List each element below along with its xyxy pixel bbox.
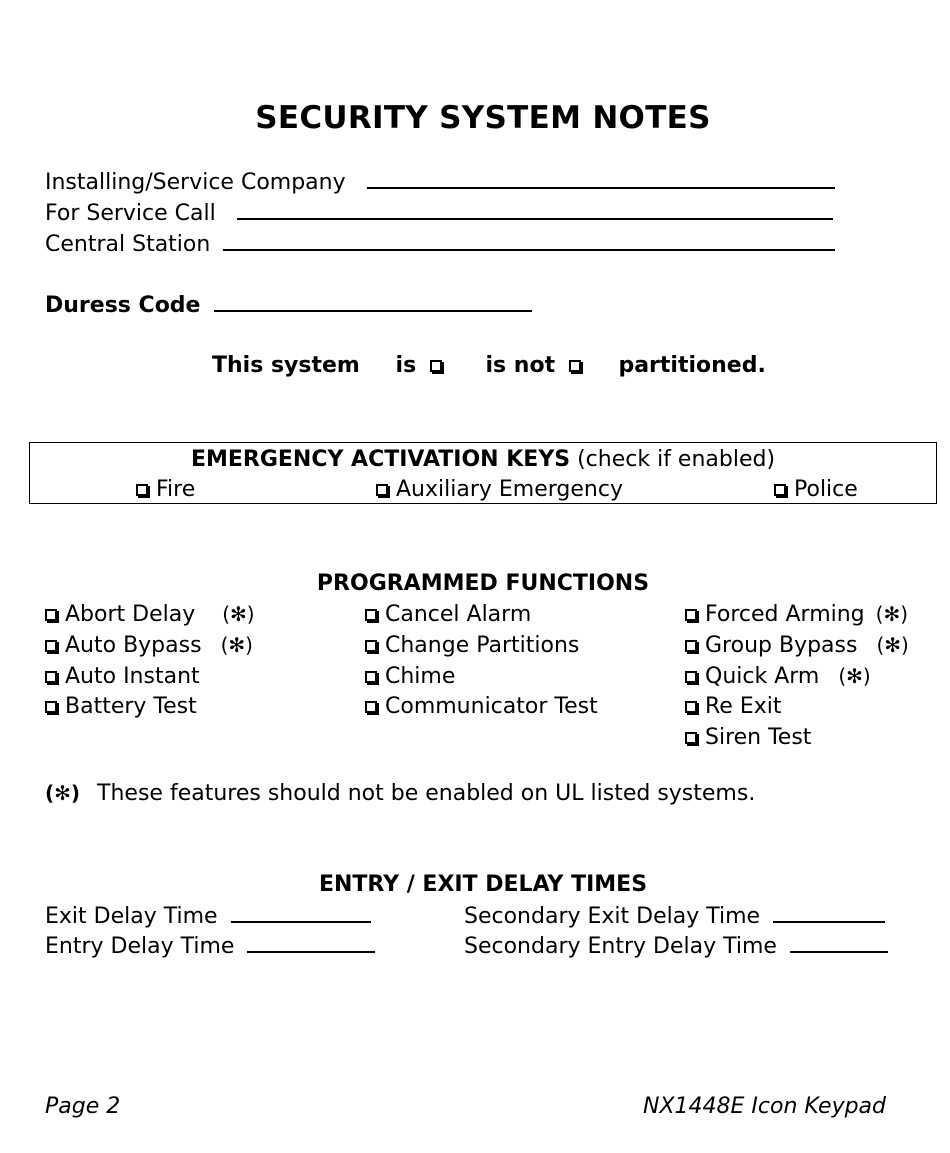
communicator-test-label: Communicator Test (385, 694, 598, 719)
ul-warning-mark: (✻) (875, 602, 909, 626)
forced-arming-checkbox[interactable] (685, 609, 697, 621)
abort-delay-checkbox[interactable] (45, 609, 57, 621)
page-title: SECURITY SYSTEM NOTES (255, 100, 711, 136)
forced-arming-label: Forced Arming (705, 602, 865, 627)
function-change-partitions[interactable] (365, 633, 579, 658)
battery-test-checkbox[interactable] (45, 701, 57, 713)
auxiliary-checkbox[interactable] (376, 484, 388, 496)
duress-code-field[interactable] (214, 292, 532, 312)
exit-delay-label: Exit Delay Time (45, 904, 218, 929)
fire-label: Fire (156, 477, 196, 502)
auto-bypass-label: Auto Bypass (65, 633, 202, 658)
installing-company-line (45, 169, 835, 195)
emergency-keys-heading (0, 447, 950, 472)
function-chime[interactable] (365, 664, 455, 689)
partition-is-label: is (395, 353, 417, 378)
cancel-alarm-checkbox[interactable] (365, 609, 377, 621)
emergency-key-auxiliary[interactable] (376, 477, 623, 502)
emergency-key-fire[interactable] (136, 477, 195, 502)
partition-not-checkbox[interactable] (569, 360, 581, 372)
ul-warning-mark: (✻) (220, 633, 253, 657)
cancel-alarm-label: Cancel Alarm (385, 602, 532, 627)
re-exit-checkbox[interactable] (685, 701, 697, 713)
partition-suffix: partitioned. (618, 353, 766, 378)
installing-company-label: Installing/Service Company (45, 170, 346, 195)
communicator-test-checkbox[interactable] (365, 701, 377, 713)
footer-product-name: NX1448E Icon Keypad (643, 1094, 886, 1119)
function-group-bypass[interactable] (685, 633, 909, 658)
function-communicator-test[interactable] (365, 694, 598, 719)
entry-delay-label: Entry Delay Time (45, 934, 235, 959)
function-battery-test[interactable] (45, 694, 197, 719)
central-station-field[interactable] (223, 231, 835, 251)
secondary-entry-delay-field[interactable] (790, 933, 888, 953)
secondary-exit-delay-label: Secondary Exit Delay Time (464, 904, 761, 929)
change-partitions-label: Change Partitions (385, 633, 580, 658)
function-quick-arm[interactable] (685, 664, 871, 689)
re-exit-label: Re Exit (705, 694, 782, 719)
secondary-exit-delay-field[interactable] (773, 903, 885, 923)
ul-warning-mark: (✻) (876, 633, 909, 657)
ul-note-mark: (✻) (45, 781, 81, 805)
quick-arm-checkbox[interactable] (685, 671, 697, 683)
secondary-exit-delay-line (464, 903, 885, 929)
partition-is-checkbox[interactable] (430, 360, 442, 372)
emergency-key-police[interactable] (774, 477, 858, 502)
programmed-functions-title: PROGRAMMED FUNCTIONS (316, 571, 650, 596)
function-abort-delay[interactable] (45, 602, 255, 627)
ul-warning-mark: (✻) (222, 602, 255, 626)
police-label: Police (794, 477, 858, 502)
battery-test-label: Battery Test (65, 694, 197, 719)
ul-note-text: These features should not be enabled on UL listed systems. (97, 781, 756, 806)
central-station-label: Central Station (45, 232, 211, 257)
auto-bypass-checkbox[interactable] (45, 640, 57, 652)
function-re-exit[interactable] (685, 694, 781, 719)
chime-checkbox[interactable] (365, 671, 377, 683)
secondary-entry-delay-line (464, 933, 888, 959)
auto-instant-checkbox[interactable] (45, 671, 57, 683)
entry-delay-line (45, 933, 375, 959)
function-cancel-alarm[interactable] (365, 602, 531, 627)
installing-company-field[interactable] (367, 169, 835, 189)
chime-label: Chime (385, 664, 456, 689)
ul-warning-mark: (✻) (838, 664, 871, 688)
auxiliary-label: Auxiliary Emergency (396, 477, 623, 502)
fire-checkbox[interactable] (136, 484, 148, 496)
central-station-line (45, 231, 835, 257)
footer-page-number: Page 2 (45, 1094, 121, 1119)
delay-times-title: ENTRY / EXIT DELAY TIMES (318, 872, 648, 897)
function-siren-test[interactable] (685, 725, 811, 750)
service-call-line (45, 200, 833, 226)
entry-delay-field[interactable] (247, 933, 375, 953)
duress-code-label: Duress Code (45, 293, 201, 318)
group-bypass-checkbox[interactable] (685, 640, 697, 652)
exit-delay-field[interactable] (231, 903, 371, 923)
emergency-keys-title: EMERGENCY ACTIVATION KEYS (190, 447, 571, 472)
quick-arm-label: Quick Arm (705, 664, 820, 689)
secondary-entry-delay-label: Secondary Entry Delay Time (464, 934, 777, 959)
exit-delay-line (45, 903, 371, 929)
police-checkbox[interactable] (774, 484, 786, 496)
ul-note (45, 781, 755, 806)
change-partitions-checkbox[interactable] (365, 640, 377, 652)
partition-line (212, 353, 766, 378)
auto-instant-label: Auto Instant (65, 664, 200, 689)
function-forced-arming[interactable] (685, 602, 908, 627)
duress-code-line (45, 292, 532, 318)
abort-delay-label: Abort Delay (65, 602, 196, 627)
function-auto-instant[interactable] (45, 664, 200, 689)
siren-test-checkbox[interactable] (685, 732, 697, 744)
emergency-keys-subtitle: (check if enabled) (577, 447, 776, 472)
partition-prefix: This system (212, 353, 360, 378)
service-call-label: For Service Call (45, 201, 216, 226)
service-call-field[interactable] (237, 200, 833, 220)
partition-not-label: is not (485, 353, 556, 378)
function-auto-bypass[interactable] (45, 633, 253, 658)
siren-test-label: Siren Test (705, 725, 812, 750)
group-bypass-label: Group Bypass (705, 633, 858, 658)
